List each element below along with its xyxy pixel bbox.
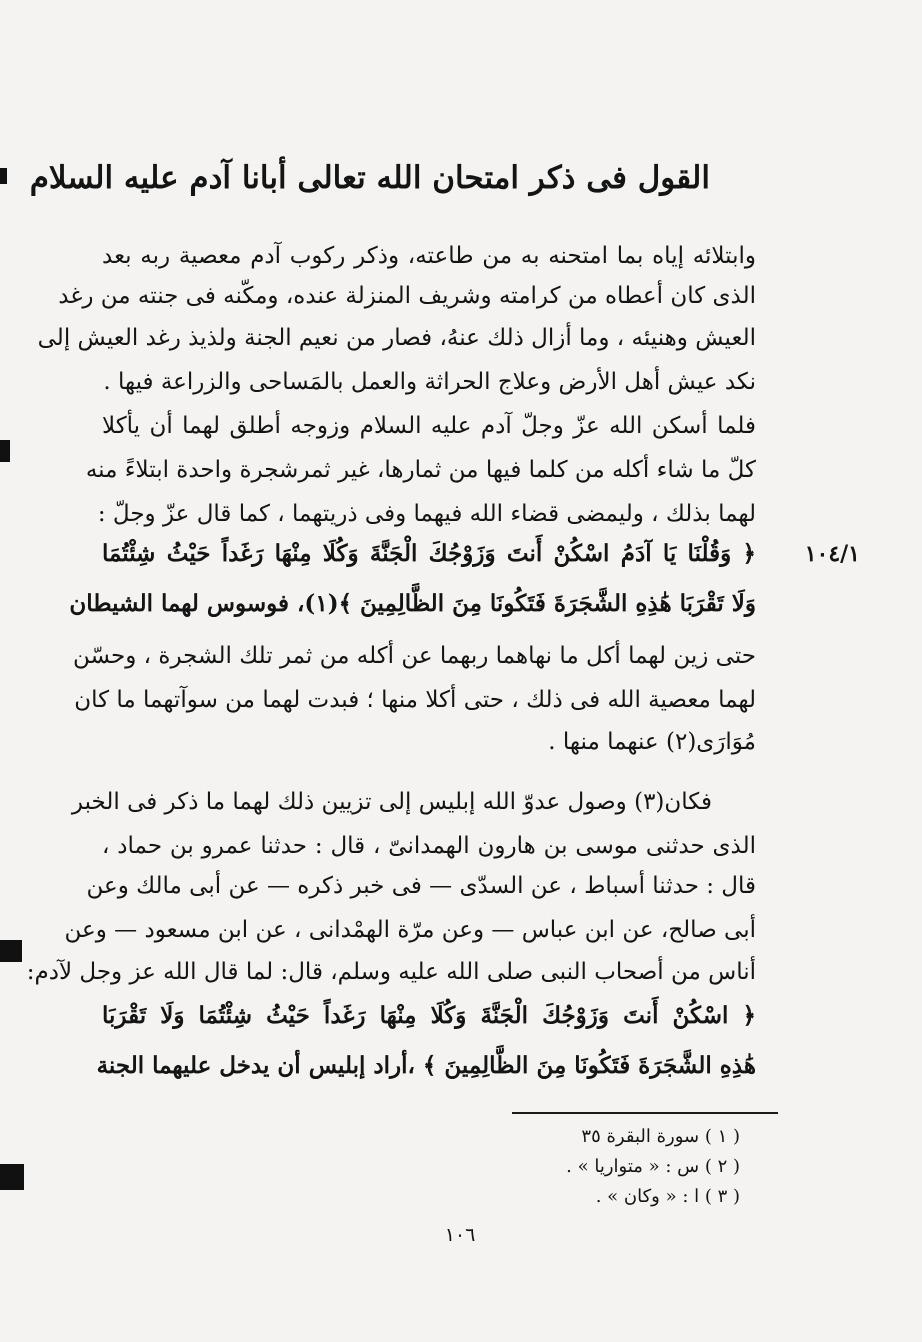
body-line: العيش وهنيئه ، وما أزال ذلك عنهُ، فصار من نعيم الجنة ولذيذ رغد العيش إلى xyxy=(37,325,756,351)
page-number: ١٠٦ xyxy=(444,1224,476,1246)
body-line: مُوَارَى(٢) عنهما منها . xyxy=(548,729,756,755)
quran-verse-line: وَلَا تَقْرَبَا هَٰذِهِ الشَّجَرَةَ فَتَكُونَا مِنَ الظَّالِمِينَ ﴾(١)، فوسوس لهما الشيطان xyxy=(69,590,756,617)
quran-verse-line: ﴿ اسْكُنْ أَنتَ وَزَوْجُكَ الْجَنَّةَ وَكُلَا مِنْهَا رَغَداً حَيْثُ شِئْتُمَا وَلَا تَقْرَبَا xyxy=(102,1002,756,1029)
quran-verse-line: ﴿ وَقُلْنَا يَا آدَمُ اسْكُنْ أَنتَ وَزَوْجُكَ الْجَنَّةَ وَكُلَا مِنْهَا رَغَداً حَيْثُ شِئْتُمَا xyxy=(102,540,756,567)
footnote: ( ٣ ) ا : « وكان » . xyxy=(595,1186,740,1207)
body-line: أبى صالح، عن ابن عباس — وعن مرّة الهمْدانى ، عن ابن مسعود — وعن xyxy=(64,917,756,943)
scan-edge-mark xyxy=(0,940,22,962)
body-line: الذى كان أعطاه من كرامته وشريف المنزلة عنده، ومكّنه فى جنته من رغد xyxy=(58,283,756,309)
body-line: الذى حدثنى موسى بن هارون الهمدانىّ ، قال : حدثنا عمرو بن حماد ، xyxy=(102,833,756,859)
footnote-divider xyxy=(512,1112,778,1114)
chapter-heading: القول فى ذكر امتحان الله تعالى أبانا آدم عليه السلام xyxy=(29,160,710,196)
body-line: حتى زين لهما أكل ما نهاهما ربهما عن أكله من ثمر تلك الشجرة ، وحسّن xyxy=(73,643,756,669)
body-line: أناس من أصحاب النبى صلى الله عليه وسلم، قال: لما قال الله عز وجل لآدم: xyxy=(26,959,756,985)
margin-reference: ١٠٤/١ xyxy=(804,541,860,567)
body-line: قال : حدثنا أسباط ، عن السدّى — فى خبر ذكره — عن أبى مالك وعن xyxy=(86,873,756,899)
body-line: فلما أسكن الله عزّ وجلّ آدم عليه السلام وزوجه أطلق لهما أن يأكلا xyxy=(102,413,756,439)
body-line: وابتلائه إياه بما امتحنه به من طاعته، وذكر ركوب آدم معصية ربه بعد xyxy=(102,243,756,269)
scan-edge-mark xyxy=(0,1164,24,1190)
scan-edge-mark xyxy=(0,440,10,462)
footnote: ( ١ ) سورة البقرة ٣٥ xyxy=(581,1126,740,1147)
footnote: ( ٢ ) س : « متواريا » . xyxy=(566,1156,740,1177)
scan-edge-mark xyxy=(0,168,7,184)
body-line: لهما بذلك ، وليمضى قضاء الله فيهما وفى ذريتهما ، كما قال عزّ وجلّ : xyxy=(97,501,756,527)
body-line: كلّ ما شاء أكله من كلما فيها من ثمارها، غير ثمرشجرة واحدة ابتلاءً منه xyxy=(85,457,756,483)
body-line: نكد عيش أهل الأرض وعلاج الحراثة والعمل بالمَساحى والزراعة فيها . xyxy=(103,369,756,395)
body-line: لهما معصية الله فى ذلك ، حتى أكلا منها ؛ فبدت لهما من سوآتهما ما كان xyxy=(74,687,756,713)
quran-verse-line: هَٰذِهِ الشَّجَرَةَ فَتَكُونَا مِنَ الظَّالِمِينَ ﴾ ،أراد إبليس أن يدخل عليهما الجنة xyxy=(96,1052,756,1079)
body-line: فكان(٣) وصول عدوّ الله إبليس إلى تزيين ذلك لهما ما ذكر فى الخبر xyxy=(71,789,712,815)
